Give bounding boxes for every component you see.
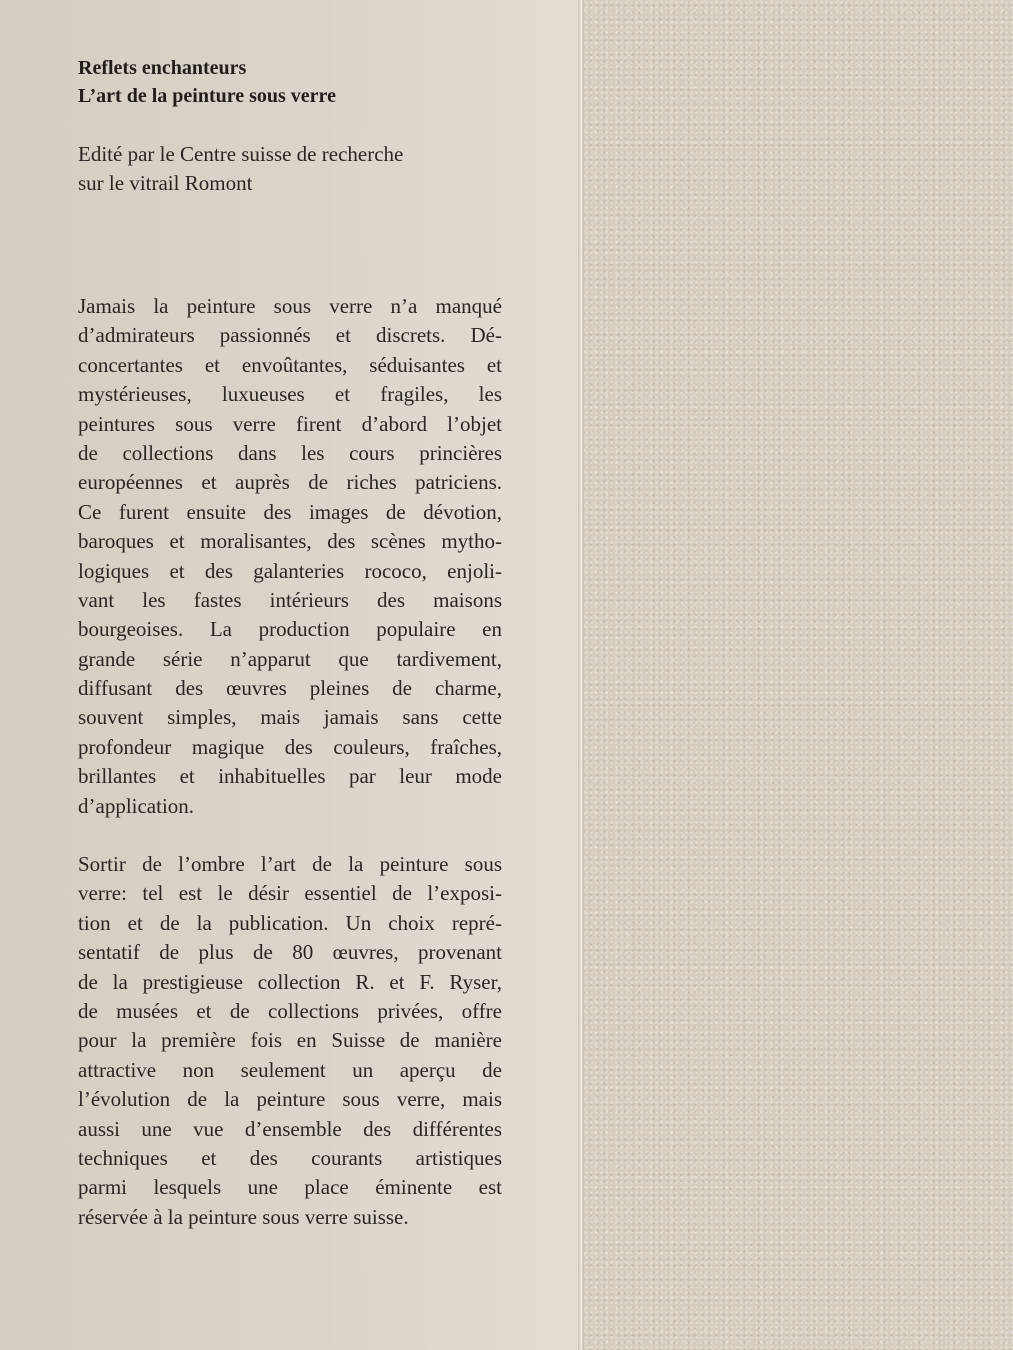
editor-line: sur le vitrail Romont <box>78 171 253 195</box>
book-title-line: Reflets enchanteurs <box>78 57 247 79</box>
text-line: sentatif de plus de 80 œuvres, provenant <box>78 940 502 965</box>
text-line: brillantes et inhabituelles par leur mode <box>78 764 502 789</box>
text-line: concertantes et envoûtantes, séduisantes et <box>78 352 502 377</box>
text-line: de musées et de collections privées, offre <box>78 999 502 1023</box>
text-line: peintures sous verre firent d’abord l’objet <box>78 411 502 436</box>
text-line: diffusant des œuvres pleines de charme, <box>78 676 502 701</box>
text-line: techniques et des courants artistiques <box>78 1145 502 1170</box>
text-line: d’admirateurs passionnés et discrets. Dé- <box>78 323 502 348</box>
text-line: vant les fastes intérieurs des maisons <box>78 587 502 612</box>
text-line: l’évolution de la peinture sous verre, mais <box>78 1087 502 1112</box>
book-title <box>78 54 502 110</box>
text-line: pour la première fois en Suisse de manière <box>78 1028 502 1053</box>
text-line: profondeur magique des couleurs, fraîches, <box>78 734 502 759</box>
text-line: souvent simples, mais jamais sans cette <box>78 705 502 730</box>
text-line: de la prestigieuse collection R. et F. Ryser, <box>78 969 502 994</box>
book-subtitle-line: L’art de la peinture sous verre <box>78 85 336 107</box>
blurb-paragraph-1 <box>78 292 502 821</box>
text-line: tion et de la publication. Un choix repré- <box>78 910 502 935</box>
text-line-last: d’application. <box>78 793 195 818</box>
text-line: mystérieuses, luxueuses et fragiles, les <box>78 382 502 407</box>
text-line-last: réservée à la peinture sous verre suisse. <box>78 1204 409 1229</box>
text-line: baroques et moralisantes, des scènes mytho- <box>78 529 502 554</box>
text-line: de collections dans les cours princières <box>78 440 502 465</box>
blurb-paragraph-2 <box>78 850 502 1232</box>
text-line: attractive non seulement un aperçu de <box>78 1057 502 1082</box>
text-line: européennes et auprès de riches patriciens. <box>78 470 502 495</box>
text-line: bourgeoises. La production populaire en <box>78 617 502 642</box>
text-line: parmi lesquels une place éminente est <box>78 1175 502 1200</box>
text-line: Sortir de l’ombre l’art de la peinture sous <box>78 852 502 877</box>
editor-credit <box>78 140 502 198</box>
text-line: Ce furent ensuite des images de dévotion, <box>78 499 502 524</box>
text-line: verre: tel est le désir essentiel de l’exposi- <box>78 881 502 906</box>
editor-line: Edité par le Centre suisse de recherche <box>78 142 404 166</box>
cover-text-block <box>78 54 502 1232</box>
text-line: logiques et des galanteries rococo, enjoli- <box>78 558 502 583</box>
text-line: Jamais la peinture sous verre n’a manqué <box>78 294 502 318</box>
text-line: grande série n’apparut que tardivement, <box>78 646 502 671</box>
text-line: aussi une vue d’ensemble des différentes <box>78 1116 502 1141</box>
textured-paper-panel <box>584 0 1013 1350</box>
